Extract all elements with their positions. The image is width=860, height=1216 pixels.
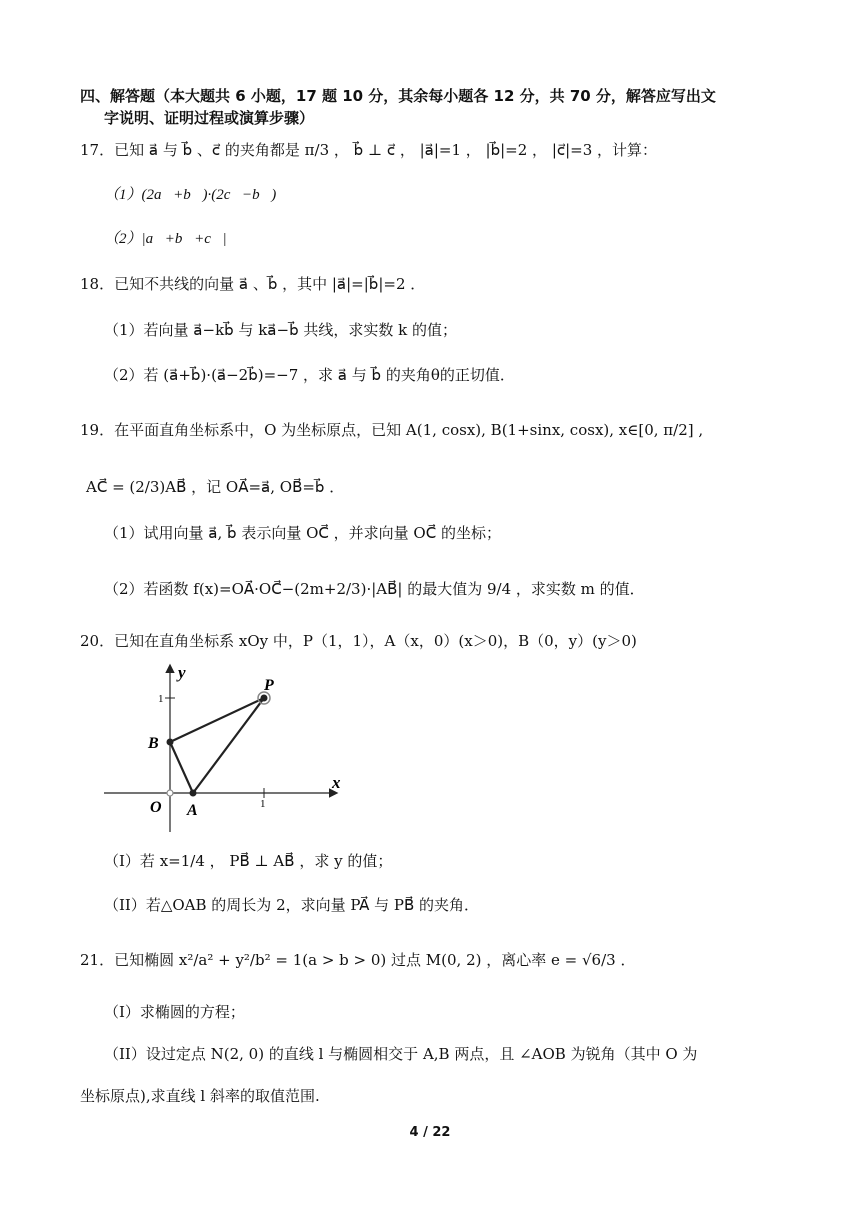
point-p-label: P (264, 677, 274, 694)
question-18-part-2: （2）若 (a⃗+b⃗)·(a⃗−2b⃗)=−7 ，求 a⃗ 与 b⃗ 的夹角θ的正切值． (104, 366, 515, 384)
question-17-part-1: （1）(2a⃗+b⃗)·(2c⃗−b⃗) (104, 187, 277, 203)
question-number: 18． (80, 275, 115, 293)
question-21-part-2: （II）设过定点 N(2, 0) 的直线 l 与椭圆相交于 A,B 两点，且 ∠AOB 为锐角（其中 O 为 (104, 1045, 698, 1063)
point-b-label: B (148, 735, 159, 752)
question-17-part-2: （2）|a⃗+b⃗+c⃗| ． (104, 231, 243, 247)
question-stem: 已知椭圆 x²/a² + y²/b² = 1(a > b > 0) 过点 M(0, 2) ，离心率 e = √6/3 ． (114, 951, 636, 969)
point-o (167, 790, 173, 796)
question-17 (80, 140, 657, 160)
point-p (261, 695, 268, 702)
question-18-part-1: （1）若向量 a⃗−kb⃗ 与 ka⃗−b⃗ 共线，求实数 k 的值； (104, 321, 457, 339)
question-number: 21． (80, 951, 115, 969)
point-a (190, 790, 197, 797)
question-18 (80, 274, 425, 294)
question-19-part-1: （1）试用向量 a⃗, b⃗ 表示向量 OC⃗ ，并求向量 OC⃗ 的坐标； (104, 524, 501, 542)
origin-label: O (150, 799, 162, 816)
question-number: 19． (80, 421, 115, 439)
question-stem: 已知 a⃗ 与 b⃗ 、c⃗ 的夹角都是 π/3 ， b⃗ ⊥ c⃗ ， |a⃗|=1 ， |b⃗|=2 ， |c⃗|=3 ，计算： (114, 141, 658, 159)
question-19 (80, 420, 703, 440)
question-20-part-1: （I）若 x=1/4 ， PB⃗ ⊥ AB⃗ ，求 y 的值； (104, 852, 393, 870)
point-b (167, 739, 174, 746)
question-20-part-2: （II）若△OAB 的周长为 2，求向量 PA⃗ 与 PB⃗ 的夹角． (104, 896, 480, 914)
question-21-part-1: （I）求椭圆的方程； (104, 1003, 245, 1021)
x-axis-label: x (332, 773, 341, 792)
x-tick-label: 1 (260, 798, 266, 810)
section-heading-line1: 四、解答题（本大题共 6 小题，17 题 10 分，其余每小题各 12 分，共 70 分，解答应写出文 (80, 87, 716, 105)
question-21-part-2-cont: 坐标原点),求直线 l 斜率的取值范围. (80, 1087, 320, 1105)
section-heading-line2: 字说明、证明过程或演算步骤） (104, 109, 315, 127)
y-axis-label: y (178, 663, 186, 682)
question-stem: 已知不共线的向量 a⃗ 、b⃗ ，其中 |a⃗|=|b⃗|=2 ． (114, 275, 426, 293)
question-19-part-2: （2）若函数 f(x)=OA⃗·OC⃗−(2m+2/3)·|AB⃗| 的最大值为 9/4 ，求实数 m 的值． (104, 580, 645, 598)
question-number: 17． (80, 141, 115, 159)
question-stem: 已知在直角坐标系 xOy 中，P（1，1），A（x，0）(x＞0)，B（0，y）(y＞0) (114, 632, 637, 650)
coordinate-figure (98, 660, 358, 840)
question-19-stem-2: AC⃗ = (2/3)AB⃗ ，记 OA⃗=a⃗, OB⃗=b⃗ ． (86, 478, 345, 496)
point-a-label: A (187, 802, 198, 819)
question-number: 20． (80, 632, 115, 650)
question-stem: 在平面直角坐标系中，O 为坐标原点，已知 A(1, cosx), B(1+sinx, cosx), x∈[0, π/2] , (114, 421, 704, 439)
y-tick-label: 1 (158, 693, 164, 705)
triangle-pab (170, 698, 264, 793)
question-21 (80, 950, 635, 970)
question-20 (80, 631, 637, 651)
page-number: 4 / 22 (409, 1125, 451, 1140)
